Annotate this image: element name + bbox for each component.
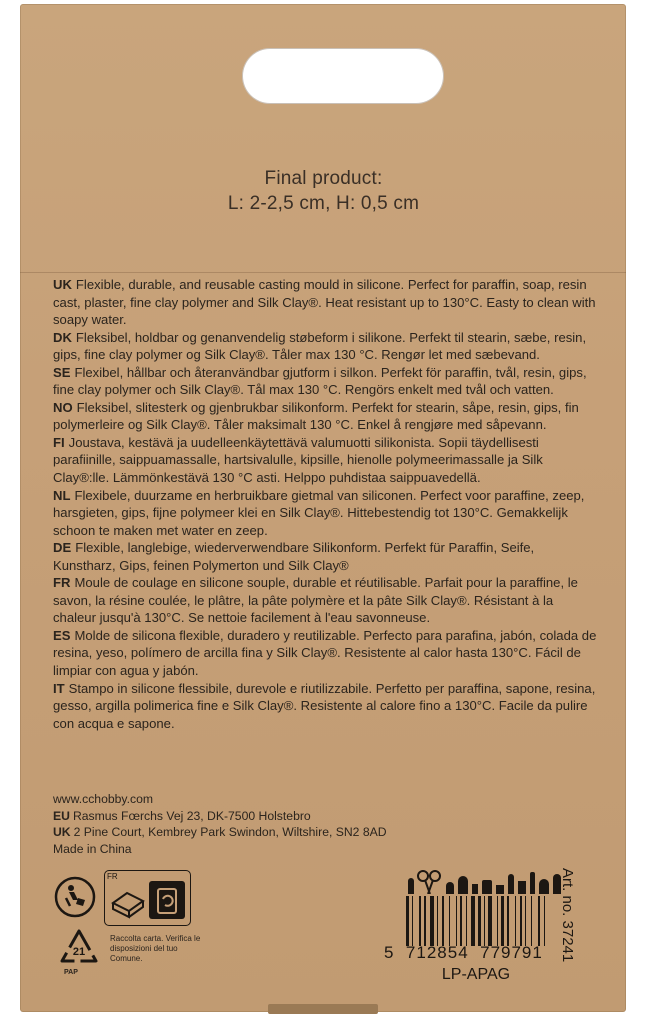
language-code: DE xyxy=(53,540,72,556)
barcode-bar xyxy=(478,896,481,946)
description-no xyxy=(53,399,598,434)
description-de xyxy=(53,539,598,574)
barcode-bar xyxy=(456,896,457,946)
barcode-bar xyxy=(442,896,445,946)
barcode-bar xyxy=(520,896,523,946)
description-text: Flexible, durable, and reusable casting mould in silicone. Perfect for paraffin, soap, resin cast, plaster, fine clay polymer and Silk Clay®. Heat resistant up to 130°C. Easty to clean with soapy water. xyxy=(53,277,596,328)
barcode-bar xyxy=(424,896,425,946)
bottom-tab xyxy=(268,1004,378,1014)
description-it xyxy=(53,680,598,733)
language-code: FI xyxy=(53,434,65,450)
barcode xyxy=(384,868,566,988)
description-uk xyxy=(53,276,598,329)
final-product-title: Final product: xyxy=(264,168,383,189)
barcode-bar xyxy=(412,896,413,946)
language-code: NO xyxy=(53,399,73,415)
description-text: Flexibel, hållbar och återanvändbar gjutform i silkon. Perfekt för paraffin, tvål, resin, gips, fine clay polymer och Silk Clay®. Tål max 130 °C. Rengörs enkelt med tvål och vatten. xyxy=(53,364,587,398)
website: www.cchobby.com xyxy=(53,792,154,806)
description-dk xyxy=(53,329,598,364)
barcode-bar xyxy=(531,896,532,946)
barcode-bar xyxy=(488,896,492,946)
description-text: Stampo in silicone flessibile, durevole e riutilizzabile. Perfetto per paraffina, sapone, resina, gesso, argilla polimerica fine e Silk Clay®. Resistente al calore fino a 130°C. Facile da pulire con acqua e sapone. xyxy=(53,680,596,731)
barcode-bar xyxy=(437,896,438,946)
barcode-group2: 779791 xyxy=(480,943,543,962)
language-code: UK xyxy=(53,277,72,292)
eu-address-line xyxy=(53,808,453,825)
recycle-note: Raccolta carta. Verifica le disposizioni del tuo Comune. xyxy=(110,934,201,963)
description-text: Flexibele, duurzame en herbruikbare gietmal van siliconen. Perfect voor paraffine, zeep, harsgieten, gips, fijne polymeer klei en Silk Clay®. Hittebestendig tot 130°C. Gemakkelijk schoon te maken met water en zeep. xyxy=(53,487,585,538)
triman-logo xyxy=(104,870,191,926)
barcode-number xyxy=(384,943,564,963)
recycling-bin-icon xyxy=(149,881,185,919)
description-text: Moule de coulage en silicone souple, durable et réutilisable. Parfait pour la paraffine, le savon, la résine coulée, le plâtre, la pâte polymère et la pâte Silk Clay®. Résistant à la chaleur jusqu'à 130°C. Se nettoie facilement à l'eau savonneuse. xyxy=(53,575,578,626)
barcode-bar xyxy=(430,896,434,946)
description-text: Flexible, langlebige, wiederverwendbare Silikonform. Perfekt für Paraffin, Seife, Kunstharz, Gips, feinen Polymerton und Silk Clay® xyxy=(53,540,535,573)
uk-code: UK xyxy=(53,825,71,839)
description-text: Fleksibel, slitesterk og gjenbrukbar silikonform. Perfekt for stearin, såpe, resin, gips, fin polymerleire og Silk Clay®. Tåler maksimalt 130 °C. Enkel å rengjøre med såpevann. xyxy=(53,399,579,433)
barcode-bar xyxy=(515,896,516,946)
barcode-bar xyxy=(466,896,467,946)
origin: Made in China xyxy=(53,841,132,856)
eu-code: EU xyxy=(53,808,70,823)
final-product-dimensions: L: 2-2,5 cm, H: 0,5 cm xyxy=(227,193,420,214)
description-se xyxy=(53,364,598,399)
tidyman-recycle-icon xyxy=(54,876,96,918)
recycle-number: 21 xyxy=(72,946,86,958)
uk-address: 2 Pine Court, Kembrey Park Swindon, Wiltshire, SN2 8AD xyxy=(73,825,387,839)
description-nl xyxy=(53,487,598,540)
barcode-bar xyxy=(544,896,545,946)
description-block xyxy=(53,276,598,732)
language-code: IT xyxy=(53,680,65,696)
recycle-material: PAP xyxy=(64,969,78,976)
barcode-bar xyxy=(406,896,409,946)
barcode-bars xyxy=(406,896,556,946)
language-code: ES xyxy=(53,627,71,643)
uk-address-line xyxy=(53,824,453,841)
language-code: FR xyxy=(53,575,71,591)
description-es xyxy=(53,627,598,680)
triman-fr-label: FR xyxy=(107,872,118,881)
barcode-group1: 712854 xyxy=(405,943,469,962)
barcode-bar xyxy=(525,896,526,946)
barcode-bar xyxy=(419,896,422,946)
eu-address: Rasmus Fœrchs Vej 23, DK-7500 Holstebro xyxy=(72,808,311,823)
barcode-bar xyxy=(507,896,510,946)
barcode-bar xyxy=(449,896,450,946)
article-number: Art. no. 37241 xyxy=(559,868,576,963)
description-fr xyxy=(53,574,598,627)
barcode-bar xyxy=(497,896,498,946)
hang-hole xyxy=(242,48,444,104)
language-code: NL xyxy=(53,487,71,503)
product-code: LP-APAG xyxy=(441,966,511,983)
barcode-bar xyxy=(471,896,475,946)
barcode-first-digit: 5 xyxy=(384,943,395,962)
description-text: Molde de silicona flexible, duradero y reutilizable. Perfecto para parafina, jabón, colada de resina, yeso, polímero de arcilla fina y Silk Clay®. Resistente al calor hasta 130°C. Fácil de limpiar con agua y jabón. xyxy=(53,627,597,679)
barcode-bar xyxy=(538,896,541,946)
description-text: Fleksibel, holdbar og genanvendelig støbeform i silikone. Perfekt til stearin, sæbe, resin, gips, fine clay polymer og Silk Clay®. Tåler max 130 °C. Rengør let med sæbevand. xyxy=(53,329,587,363)
description-text: Joustava, kestävä ja uudelleenkäytettävä valumuotti silikonista. Sopii täydellisesti parafiinille, saippuamassalle, hartsivalulle, kipsille, hienolle polymeerimassalle ja Silk Clay®:lle. Lämmönkestävä 130 °C asti. Helppo puhdistaa saippuavedellä. xyxy=(53,434,543,486)
company-info xyxy=(53,791,453,857)
paper-package-icon xyxy=(109,883,147,919)
language-code: SE xyxy=(53,364,71,380)
language-code: DK xyxy=(53,329,72,345)
barcode-bar xyxy=(484,896,485,946)
description-fi xyxy=(53,434,598,487)
barcode-bar xyxy=(501,896,504,946)
barcode-bar xyxy=(460,896,463,946)
